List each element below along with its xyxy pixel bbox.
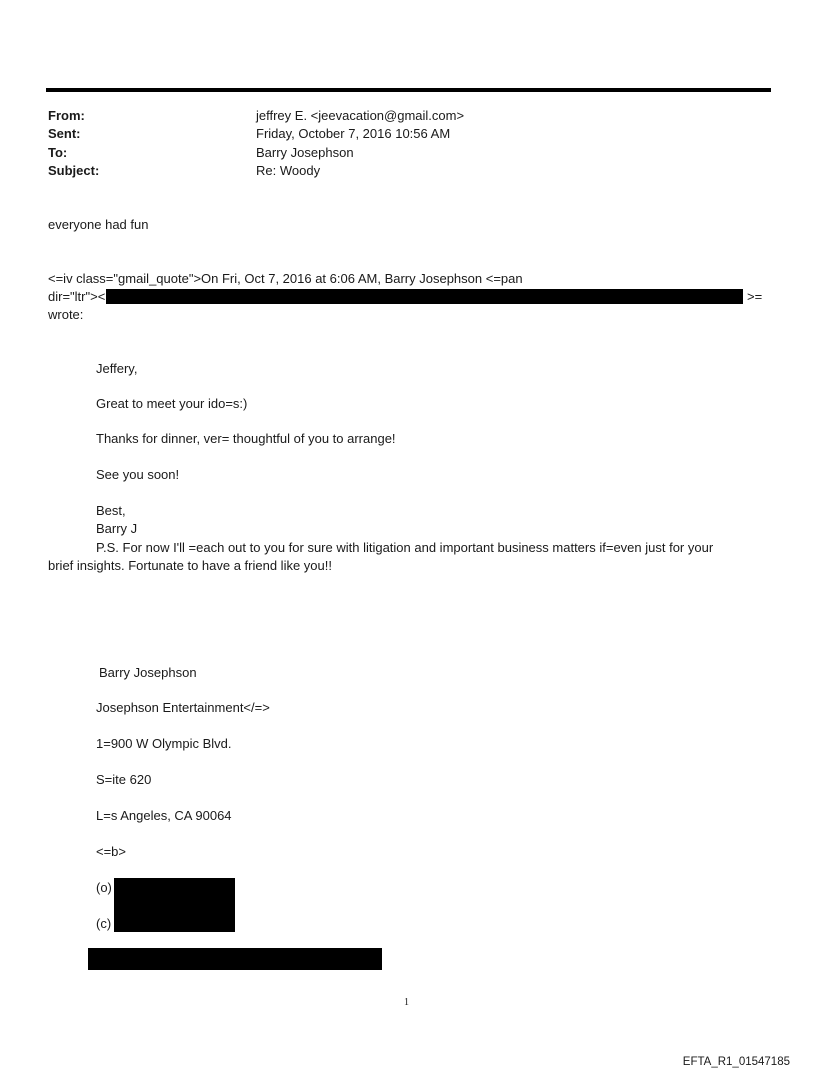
- signature-company: Josephson Entertainment</=>: [96, 700, 270, 715]
- message-closing: Best,: [96, 503, 126, 518]
- bates-number: EFTA_R1_01547185: [682, 1056, 790, 1068]
- redaction-email: [106, 289, 743, 304]
- signature-address-2: S=ite 620: [96, 772, 152, 787]
- from-label: From:: [48, 108, 85, 123]
- signature-tag: <=b>: [96, 844, 127, 859]
- sent-value: Friday, October 7, 2016 10:56 AM: [256, 126, 451, 141]
- subject-value: Re: Woody: [256, 163, 321, 178]
- redaction-cell-phone: [114, 898, 235, 932]
- signature-name: Barry Josephson: [99, 665, 197, 680]
- message-ps-line-1: P.S. For now I'll =each out to you for sure with litigation and important business matters if=even just for your: [96, 540, 714, 555]
- cell-phone-label: (c): [96, 916, 112, 931]
- sent-label: Sent:: [48, 126, 81, 141]
- quote-line-2-start: dir="ltr"><: [48, 289, 106, 304]
- message-greeting: Jeffery,: [96, 361, 138, 376]
- signature-address-1: 1=900 W Olympic Blvd.: [96, 736, 232, 751]
- quote-line-3: wrote:: [48, 307, 84, 322]
- to-value: Barry Josephson: [256, 145, 354, 160]
- to-label: To:: [48, 145, 68, 160]
- message-paragraph-1: Great to meet your ido=s:): [96, 396, 248, 411]
- message-paragraph-2: Thanks for dinner, ver= thoughtful of you to arrange!: [96, 431, 396, 446]
- redaction-signature-line: [88, 948, 382, 970]
- redaction-office-phone: [114, 878, 235, 899]
- subject-label: Subject:: [48, 163, 100, 178]
- signature-city: L=s Angeles, CA 90064: [96, 808, 232, 823]
- reply-text: everyone had fun: [48, 217, 149, 232]
- message-ps-line-2: brief insights. Fortunate to have a friend like you!!: [48, 558, 332, 573]
- from-value: jeffrey E. <jeevacation@gmail.com>: [256, 108, 465, 123]
- message-paragraph-3: See you soon!: [96, 467, 180, 482]
- quote-line-2-end: >=: [747, 289, 763, 304]
- office-phone-label: (o): [96, 880, 112, 895]
- page-number: 1: [404, 997, 409, 1008]
- header-rule: [46, 88, 771, 92]
- quote-line-1: <=iv class="gmail_quote">On Fri, Oct 7, 2016 at 6:06 AM, Barry Josephson <=pan: [48, 271, 523, 286]
- message-signoff-name: Barry J: [96, 521, 138, 536]
